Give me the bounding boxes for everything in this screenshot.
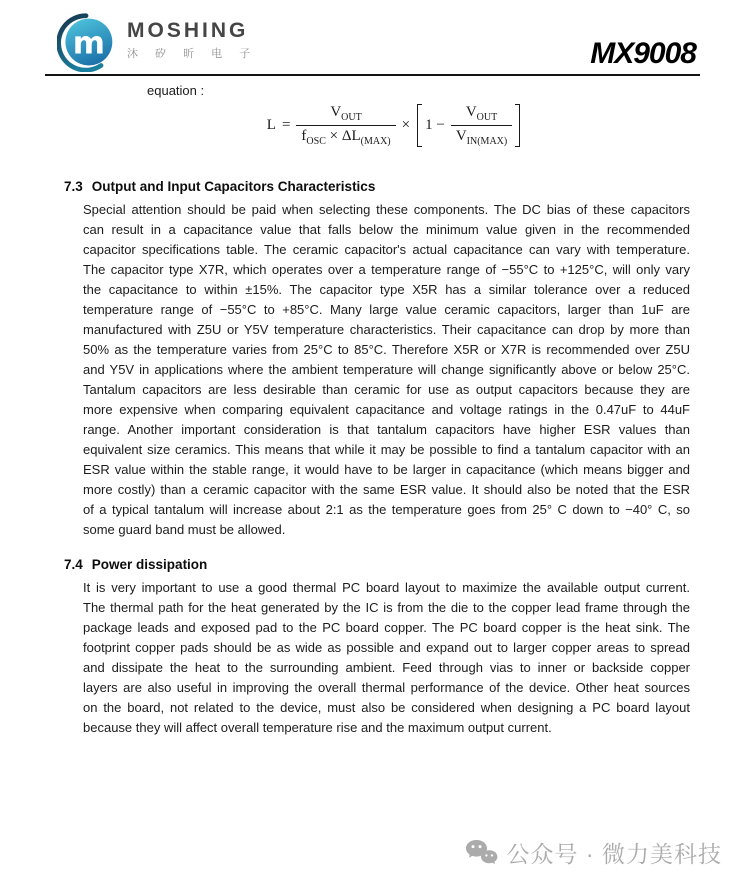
fraction-2-den-base: V [455, 128, 467, 144]
footer-watermark [465, 836, 722, 869]
inductor-equation [64, 104, 690, 147]
logo-letter: m [72, 25, 105, 62]
page-header [45, 0, 700, 76]
brand-subtitle-chinese: 沐 矽 昕 电 子 [127, 48, 258, 60]
fraction-2-denominator [451, 126, 512, 147]
fraction-2-den-sub: IN(MAX) [466, 136, 508, 147]
part-number: MX9008 [590, 37, 696, 70]
fraction-1-denominator [296, 126, 395, 147]
fraction-1-num-base: V [330, 104, 342, 120]
paragraph-line: on the board, not related to the device, must also be considered when designing a PC board layout [83, 700, 690, 715]
fraction-1-den-f-sub: OSC [306, 136, 326, 147]
section-7-3-number: 7.3 [64, 179, 83, 194]
brand-logo-icon [57, 12, 117, 72]
section-7-4 [64, 557, 690, 738]
equation-fraction-2 [451, 104, 512, 147]
fraction-1-numerator [296, 104, 395, 126]
fraction-1-den-f: f [301, 128, 307, 144]
equation-left-bracket [417, 104, 422, 147]
paragraph-line: and dissipate the heat to the surrounding ambient. Feed through vias to inner or backside copper [83, 660, 690, 675]
section-7-4-title: Power dissipation [91, 557, 208, 572]
paragraph-line: of a typical tantalum will increase about 2:1 as the temperature goes from 25° C down to −40° C, so [83, 502, 690, 517]
paragraph-line: because they will affect overall temperature rise and the maximum output current. [83, 720, 552, 735]
paragraph-line: The capacitor type X7R, which operates over a temperature range of −55°C to +125°C, will only vary [83, 262, 690, 277]
paragraph-line: some guard band must be allowed. [83, 522, 286, 537]
paragraph-line: manufactured with Z5U or Y5V temperature characteristics. Their capacitance can drop by more than [83, 322, 690, 337]
document-body [0, 83, 745, 738]
equation-one-minus: 1 − [425, 117, 445, 133]
paragraph-line: Special attention should be paid when selecting these components. The DC bias of these capacitors [83, 202, 690, 217]
fraction-1-den-dl: × ΔL [325, 128, 361, 144]
wechat-icon [465, 839, 498, 867]
fraction-2-num-base: V [465, 104, 477, 120]
paragraph-line: capacitor specifications table. The ceramic capacitor's actual capacitance can vary with temperature. [83, 242, 690, 257]
section-7-3-title: Output and Input Capacitors Characteristics [91, 179, 376, 194]
paragraph-line: the capacitance to within ±15%. The capacitor type X5R has a similar tolerance over a reduced [83, 282, 690, 297]
paragraph-line: equivalent size ceramics. This means that while it may be possible to find a tantalum capacitor with an [83, 442, 690, 457]
paragraph-line: range. Another important consideration is that tantalum capacitors have higher ESR values than [83, 422, 690, 437]
fraction-1-den-dl-sub: (MAX) [360, 136, 391, 147]
paragraph-line: temperature range of −55°C to +85°C. Many large value ceramic capacitors, larger than 1uF are [83, 302, 690, 317]
paragraph-line: It is very important to use a good thermal PC board layout to maximize the available output current. [83, 580, 690, 595]
equation-fraction-1 [296, 104, 395, 147]
section-7-4-number: 7.4 [64, 557, 83, 572]
brand-logo [57, 12, 257, 72]
paragraph-line: layers are also useful in improving the overall thermal performance of the device. Other heat sources [83, 680, 690, 695]
paragraph-line: package leads and exposed pad to the PC board copper. The PC board copper is the heat sink. The [83, 620, 690, 635]
watermark-text: 公众号 · 微力美科技 [506, 841, 722, 867]
paragraph-line: footprint copper pads should be as wide as possible and expand out to larger copper areas to spread [83, 640, 690, 655]
fraction-2-num-sub: OUT [476, 112, 498, 123]
section-7-3 [64, 179, 690, 540]
paragraph-line: more costly) than a ceramic capacitor with the same ESR value. It should also be noted that the ESR [83, 482, 690, 497]
paragraph-line: Tantalum capacitors are less desirable than ceramic for use as output capacitors because they are [83, 382, 690, 397]
equation-label: equation : [147, 83, 205, 98]
brand-name: MOSHING [127, 19, 249, 42]
section-7-3-heading [64, 179, 690, 194]
section-7-3-body [83, 200, 690, 540]
equation-times: × [401, 117, 411, 133]
equation-lhs: L [266, 117, 276, 133]
paragraph-line: and Y5V in applications where the ambient temperature will change significantly above or below 25°C. [83, 362, 690, 377]
paragraph-line: more expensive when comparing equivalent capacitance and voltage ratings in the 0.47uF to 44uF [83, 402, 690, 417]
paragraph-line: 50% as the temperature varies from 25°C to 85°C. Therefore X5R or X7R is recommended over Z5U [83, 342, 690, 357]
section-7-4-body [83, 578, 690, 738]
paragraph-line: can result in a capacitance value that falls below the minimum value given in the recommended [83, 222, 690, 237]
paragraph-line: The thermal path for the heat generated by the IC is from the die to the copper lead frame through the [83, 600, 690, 615]
brand-text-block [127, 19, 257, 65]
fraction-1-num-sub: OUT [341, 112, 362, 123]
fraction-2-numerator [451, 104, 512, 126]
paragraph-line: ESR value within the stable range, it would have to be larger in capacitance (which means bigger and [83, 462, 690, 477]
section-7-4-heading [64, 557, 690, 572]
equation-equals: = [281, 117, 291, 133]
equation-right-bracket [515, 104, 520, 147]
